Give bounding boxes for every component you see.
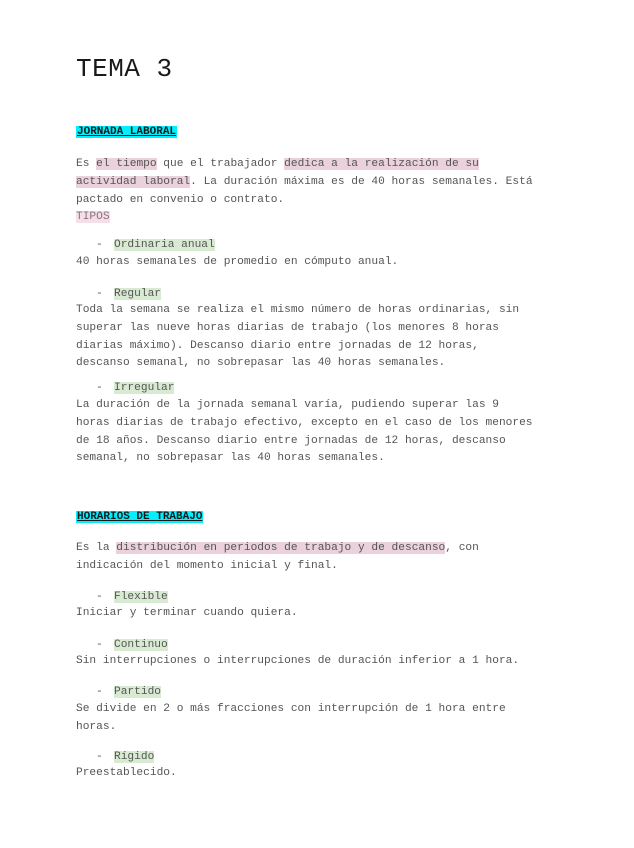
bullet-dash: - bbox=[96, 751, 103, 763]
section-heading-jornada bbox=[76, 124, 177, 140]
horario-type-partido bbox=[96, 684, 161, 701]
jornada-type-ordinaria-description: 40 horas semanales de promedio en cómputo anual. bbox=[76, 256, 399, 268]
horario-type-rigido bbox=[96, 749, 154, 766]
horarios-intro-prefix: Es la bbox=[76, 542, 117, 554]
jornada-type-regular bbox=[96, 286, 161, 303]
section-heading-horarios bbox=[76, 509, 203, 525]
horario-type-name: Rígido bbox=[114, 751, 155, 763]
horario-type-name: Flexible bbox=[114, 591, 168, 603]
horario-type-continuo-description: Sin interrupciones o interrupciones de duración inferior a 1 hora. bbox=[76, 655, 520, 667]
jornada-type-name: Ordinaria anual bbox=[114, 239, 215, 251]
jornada-term-actividad: actividad laboral bbox=[76, 175, 191, 188]
bullet-dash: - bbox=[96, 686, 103, 698]
jornada-intro-prefix: Es bbox=[76, 158, 97, 170]
horario-type-continuo bbox=[96, 637, 168, 654]
bullet-dash: - bbox=[96, 239, 103, 251]
horario-type-partido-description: Se divide en 2 o más fracciones con interrupción de 1 hora entre horas. bbox=[76, 703, 506, 733]
horario-type-name: Partido bbox=[114, 686, 161, 698]
jornada-term-dedica: dedica a la realización de su bbox=[284, 158, 479, 170]
jornada-type-name: Regular bbox=[114, 288, 161, 300]
jornada-intro-suffix: . La duración máxima es de 40 horas semanales. Está pactado en convenio o contrato. bbox=[76, 175, 533, 206]
bullet-dash: - bbox=[96, 382, 103, 394]
jornada-definition bbox=[76, 156, 566, 227]
horario-type-name: Continuo bbox=[114, 639, 168, 651]
jornada-intro-mid: que el trabajador bbox=[156, 158, 285, 170]
horario-type-flexible-description: Iniciar y terminar cuando quiera. bbox=[76, 607, 298, 619]
jornada-type-regular-description: Toda la semana se realiza el mismo número de horas ordinarias, sin superar las nueve horas diarias de trabajo (los menores 8 horas diarias máximo). Descanso diario entre jornadas de 12 horas, descanso semanal, no sobrepasar las 40 horas semanales. bbox=[76, 304, 520, 370]
horarios-definition bbox=[76, 540, 566, 576]
jornada-type-name: Irregular bbox=[114, 382, 175, 394]
section-heading-horarios-text: HORARIOS DE TRABAJO bbox=[77, 511, 203, 523]
bullet-dash: - bbox=[96, 591, 103, 603]
jornada-type-irregular bbox=[96, 380, 174, 397]
tipos-label: TIPOS bbox=[76, 211, 110, 224]
jornada-type-irregular-description: La duración de la jornada semanal varía, pudiendo superar las 9 horas diarias de trabajo efectivo, excepto en el caso de los menores de 18 años. Descanso diario entre jornadas de 12 horas, descanso semanal, no sobrepasar las 40 horas semanales. bbox=[76, 399, 533, 465]
horario-type-rigido-description: Preestablecido. bbox=[76, 767, 177, 779]
section-heading-jornada-text: JORNADA LABORAL bbox=[77, 126, 177, 138]
jornada-term-tiempo: el tiempo bbox=[96, 158, 157, 170]
horarios-term-distribucion: distribución en periodos de trabajo y de descanso bbox=[116, 542, 446, 554]
horarios-intro-suffix: , con indicación del momento inicial y final. bbox=[76, 542, 479, 572]
bullet-dash: - bbox=[96, 639, 103, 651]
page-title: TEMA 3 bbox=[76, 54, 173, 84]
jornada-type-ordinaria bbox=[96, 237, 215, 254]
horario-type-flexible bbox=[96, 589, 168, 606]
bullet-dash: - bbox=[96, 288, 103, 300]
